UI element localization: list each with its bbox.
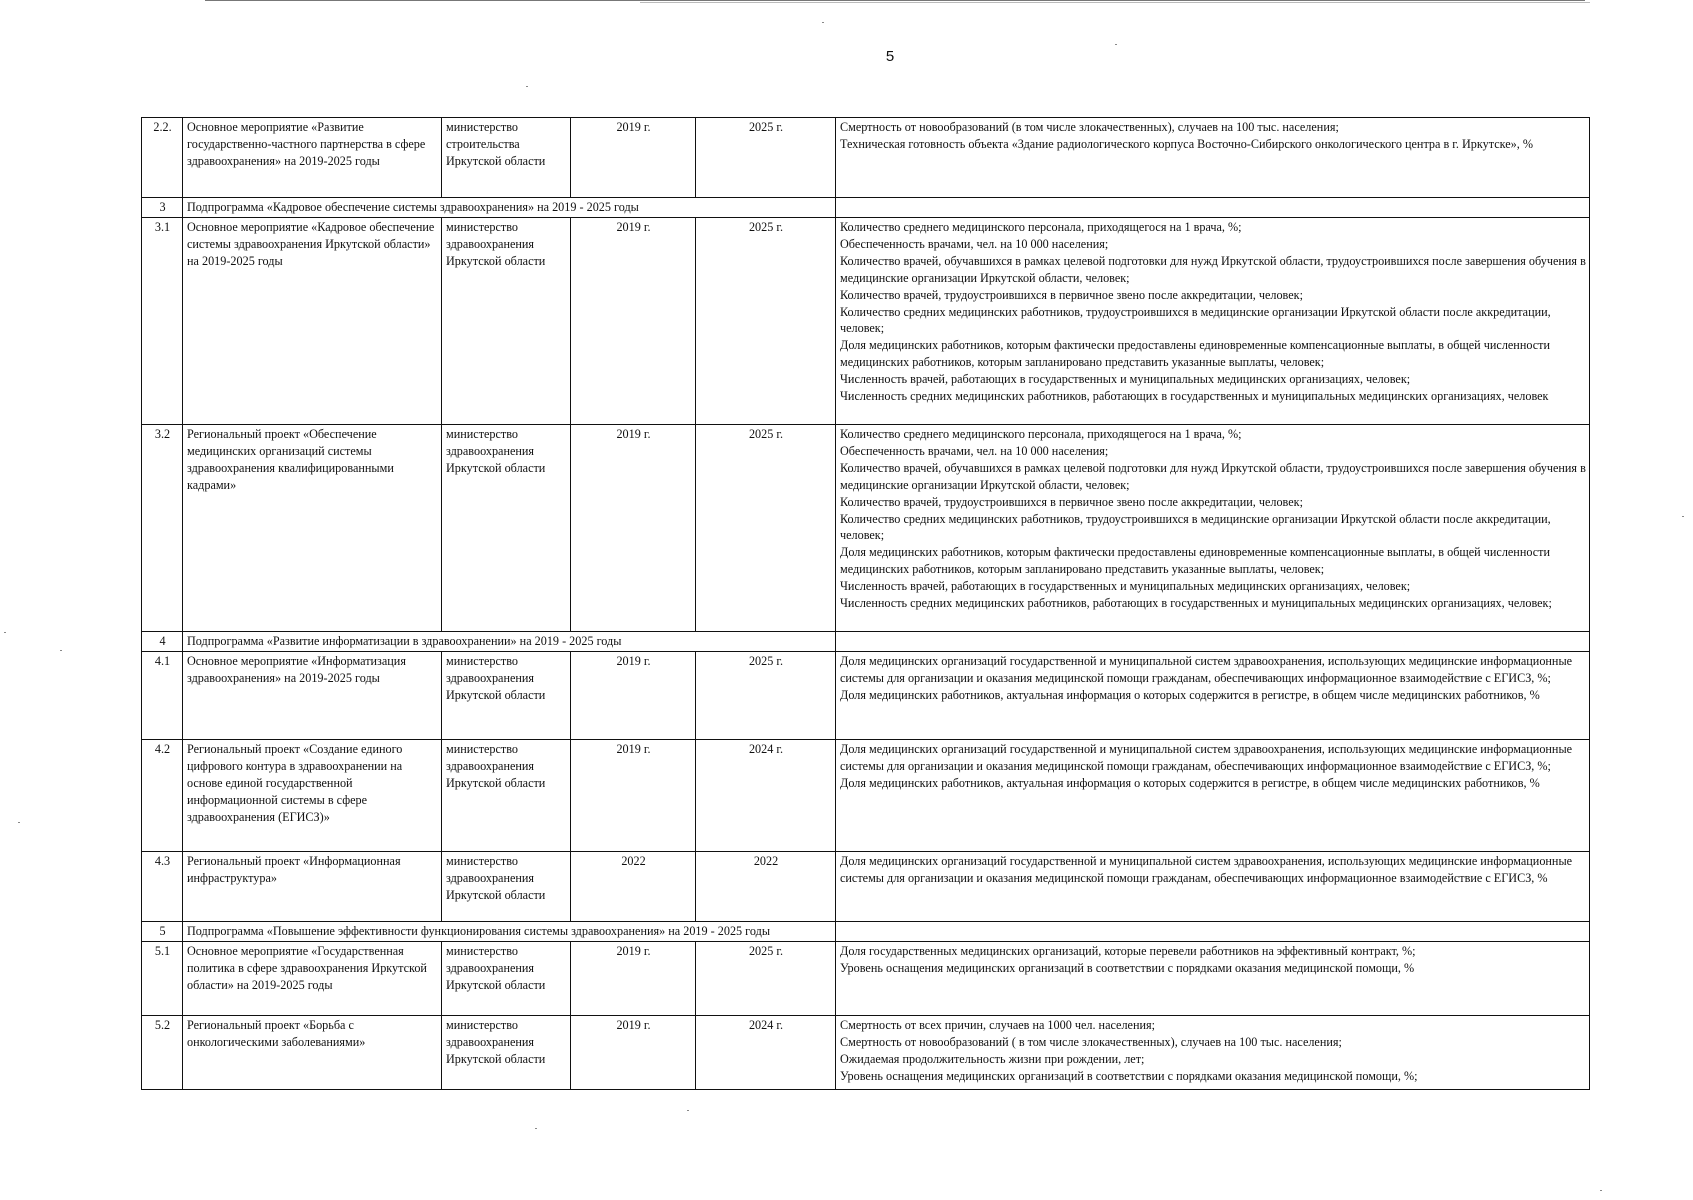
indicator-text: Доля государственных медицинских организаций, которые перевели работников на эффективный контракт, %; [840, 944, 1416, 958]
indicator-text: Количество среднего медицинского персонала, приходящегося на 1 врача, %; [840, 427, 1242, 441]
start-year: 2019 г. [571, 425, 696, 632]
indicator-text: Обеспеченность врачами, чел. на 10 000 населения; [840, 443, 1109, 458]
row-number: 4.2 [142, 740, 183, 852]
executor: министерство здравоохранения Иркутской области [442, 218, 571, 425]
end-year: 2025 г. [696, 652, 836, 740]
executor: министерство здравоохранения Иркутской области [442, 852, 571, 922]
indicator-text: Ожидаемая продолжительность жизни при рождении, лет; [840, 1051, 1145, 1066]
page-number: 5 [885, 48, 895, 65]
start-year: 2022 [571, 852, 696, 922]
indicator-text: Техническая готовность объекта «Здание радиологического корпуса Восточно-Сибирского онкологического центра в г. Иркутске», % [840, 136, 1533, 151]
row-number: 5.1 [142, 942, 183, 1016]
row-number: 2.2. [142, 118, 183, 198]
scan-speck [1115, 44, 1117, 45]
executor: министерство здравоохранения Иркутской области [442, 425, 571, 632]
end-year: 2022 [696, 852, 836, 922]
indicator-text: Численность средних медицинских работников, работающих в государственных и муниципальных медицинских организациях, человек [840, 389, 1549, 404]
indicator-text: Количество врачей, трудоустроившихся в первичное звено после аккредитации, человек; [840, 494, 1303, 509]
activity-row [142, 942, 1590, 1016]
row-number: 4.1 [142, 652, 183, 740]
indicator-text: Количество врачей, обучавшихся в рамках целевой подготовки для нужд Иркутской области, трудоустроившихся после завершения обучения в медицинские организации Иркутской области, человек; [840, 253, 1586, 285]
indicator-text: Смертность от новообразований (в том числе злокачественных), случаев на 100 тыс. населения; [840, 120, 1339, 134]
activity-name: Основное мероприятие «Развитие государственно-частного партнерства в сфере здравоохранения» на 2019-2025 годы [183, 118, 442, 198]
indicators-cell [836, 852, 1590, 922]
indicators-cell [836, 118, 1590, 198]
activity-row [142, 652, 1590, 740]
indicator-text: Уровень оснащения медицинских организаций в соответствии с порядками оказания медицинской помощи, % [840, 960, 1415, 975]
activity-row [142, 118, 1590, 198]
scan-speck [4, 632, 6, 633]
empty-cell [836, 632, 1590, 652]
indicator-text: Смертность от всех причин, случаев на 1000 чел. населения; [840, 1018, 1155, 1032]
activity-name: Основное мероприятие «Кадровое обеспечение системы здравоохранения Иркутской области» на 2019-2025 годы [183, 218, 442, 425]
scan-speck [60, 650, 62, 651]
scan-speck [1600, 1190, 1602, 1191]
scan-speck [687, 1110, 689, 1111]
row-number: 5 [142, 922, 183, 942]
scan-speck [18, 822, 20, 823]
row-number: 3.2 [142, 425, 183, 632]
executor: министерство здравоохранения Иркутской области [442, 1016, 571, 1090]
end-year: 2025 г. [696, 425, 836, 632]
scan-top-edge-faint [640, 2, 1590, 3]
indicator-text: Доля медицинских работников, которым фактически предоставлены единовременные компенсационные выплаты, в общей численности медицинских работников, которым запланировано представить указанные выплаты, человек; [840, 545, 1551, 577]
empty-cell [836, 198, 1590, 218]
indicator-text: Количество врачей, обучавшихся в рамках целевой подготовки для нужд Иркутской области, трудоустроившихся после завершения обучения в медицинские организации Иркутской области, человек; [840, 460, 1586, 492]
indicator-text: Численность средних медицинских работников, работающих в государственных и муниципальных медицинских организациях, человек; [840, 596, 1552, 611]
row-number: 4 [142, 632, 183, 652]
scan-speck [1682, 516, 1684, 517]
activity-name: Основное мероприятие «Информатизация здравоохранения» на 2019-2025 годы [183, 652, 442, 740]
activity-name: Региональный проект «Обеспечение медицинских организаций системы здравоохранения квалифицированными кадрами» [183, 425, 442, 632]
indicator-text: Доля медицинских работников, актуальная информация о которых содержится в регистре, в общем числе медицинских работников, % [840, 775, 1540, 790]
end-year: 2025 г. [696, 118, 836, 198]
activity-row [142, 852, 1590, 922]
row-number: 3 [142, 198, 183, 218]
subprogram-title: Подпрограмма «Повышение эффективности функционирования системы здравоохранения» на 2019 - 2025 годы [183, 922, 836, 942]
program-table [141, 117, 1590, 1090]
indicator-text: Количество среднего медицинского персонала, приходящегося на 1 врача, %; [840, 220, 1242, 234]
executor: министерство здравоохранения Иркутской области [442, 740, 571, 852]
indicator-text: Численность врачей, работающих в государственных и муниципальных медицинских организациях, человек; [840, 372, 1411, 387]
executor: министерство строительства Иркутской области [442, 118, 571, 198]
activity-row [142, 1016, 1590, 1090]
indicator-text: Обеспеченность врачами, чел. на 10 000 населения; [840, 236, 1109, 251]
indicator-text: Количество средних медицинских работников, трудоустроившихся в медицинские организации Иркутской области после аккредитации, человек; [840, 511, 1551, 543]
row-number: 4.3 [142, 852, 183, 922]
subprogram-title: Подпрограмма «Кадровое обеспечение системы здравоохранения» на 2019 - 2025 годы [183, 198, 836, 218]
row-number: 3.1 [142, 218, 183, 425]
activity-row [142, 425, 1590, 632]
activity-name: Региональный проект «Борьба с онкологическими заболеваниями» [183, 1016, 442, 1090]
scan-speck [535, 1128, 537, 1129]
subprogram-title: Подпрограмма «Развитие информатизации в здравоохранении» на 2019 - 2025 годы [183, 632, 836, 652]
end-year: 2024 г. [696, 1016, 836, 1090]
start-year: 2019 г. [571, 740, 696, 852]
subprogram-row [142, 632, 1590, 652]
end-year: 2024 г. [696, 740, 836, 852]
indicator-text: Доля медицинских организаций государственной и муниципальной систем здравоохранения, использующих медицинские информационные системы для организации и оказания медицинской помощи гражданам, обеспечивающих информационное взаимодействие с ЕГИСЗ, %; [840, 654, 1573, 685]
subprogram-row [142, 922, 1590, 942]
indicator-text: Уровень оснащения медицинских организаций в соответствии с порядками оказания медицинской помощи, %; [840, 1068, 1418, 1083]
subprogram-row [142, 198, 1590, 218]
activity-row [142, 218, 1590, 425]
indicator-text: Доля медицинских работников, которым фактически предоставлены единовременные компенсационные выплаты, в общей численности медицинских работников, которым запланировано представить указанные выплаты, человек; [840, 338, 1551, 370]
executor: министерство здравоохранения Иркутской области [442, 942, 571, 1016]
start-year: 2019 г. [571, 652, 696, 740]
start-year: 2019 г. [571, 1016, 696, 1090]
activity-name: Региональный проект «Создание единого цифрового контура в здравоохранении на основе единой государственной информационной системы в сфере здравоохранения (ЕГИСЗ)» [183, 740, 442, 852]
indicator-text: Смертность от новообразований ( в том числе злокачественных), случаев на 100 тыс. населения; [840, 1034, 1342, 1049]
indicators-cell [836, 942, 1590, 1016]
indicators-cell [836, 425, 1590, 632]
end-year: 2025 г. [696, 942, 836, 1016]
indicator-text: Количество врачей, трудоустроившихся в первичное звено после аккредитации, человек; [840, 287, 1303, 302]
start-year: 2019 г. [571, 118, 696, 198]
activity-name: Основное мероприятие «Государственная политика в сфере здравоохранения Иркутской области» на 2019-2025 годы [183, 942, 442, 1016]
indicator-text: Доля медицинских организаций государственной и муниципальной систем здравоохранения, использующих медицинские информационные системы для организации и оказания медицинской помощи гражданам, обеспечивающих информационное взаимодействие с ЕГИСЗ, %; [840, 742, 1573, 773]
indicator-text: Количество средних медицинских работников, трудоустроившихся в медицинские организации Иркутской области после аккредитации, человек; [840, 304, 1551, 336]
executor: министерство здравоохранения Иркутской области [442, 652, 571, 740]
indicator-text: Доля медицинских организаций государственной и муниципальной систем здравоохранения, использующих медицинские информационные системы для организации и оказания медицинской помощи гражданам, обеспечивающих информационное взаимодействие с ЕГИСЗ, % [840, 854, 1573, 885]
end-year: 2025 г. [696, 218, 836, 425]
scan-speck [822, 22, 824, 23]
indicators-cell [836, 652, 1590, 740]
start-year: 2019 г. [571, 942, 696, 1016]
row-number: 5.2 [142, 1016, 183, 1090]
program-table-body [142, 118, 1590, 1090]
indicator-text: Численность врачей, работающих в государственных и муниципальных медицинских организациях, человек; [840, 579, 1411, 594]
scan-top-edge [205, 0, 1585, 1]
scan-speck [526, 86, 528, 87]
indicators-cell [836, 218, 1590, 425]
indicators-cell [836, 1016, 1590, 1090]
indicator-text: Доля медицинских работников, актуальная информация о которых содержится в регистре, в общем числе медицинских работников, % [840, 687, 1540, 702]
activity-row [142, 740, 1590, 852]
indicators-cell [836, 740, 1590, 852]
empty-cell [836, 922, 1590, 942]
activity-name: Региональный проект «Информационная инфраструктура» [183, 852, 442, 922]
start-year: 2019 г. [571, 218, 696, 425]
